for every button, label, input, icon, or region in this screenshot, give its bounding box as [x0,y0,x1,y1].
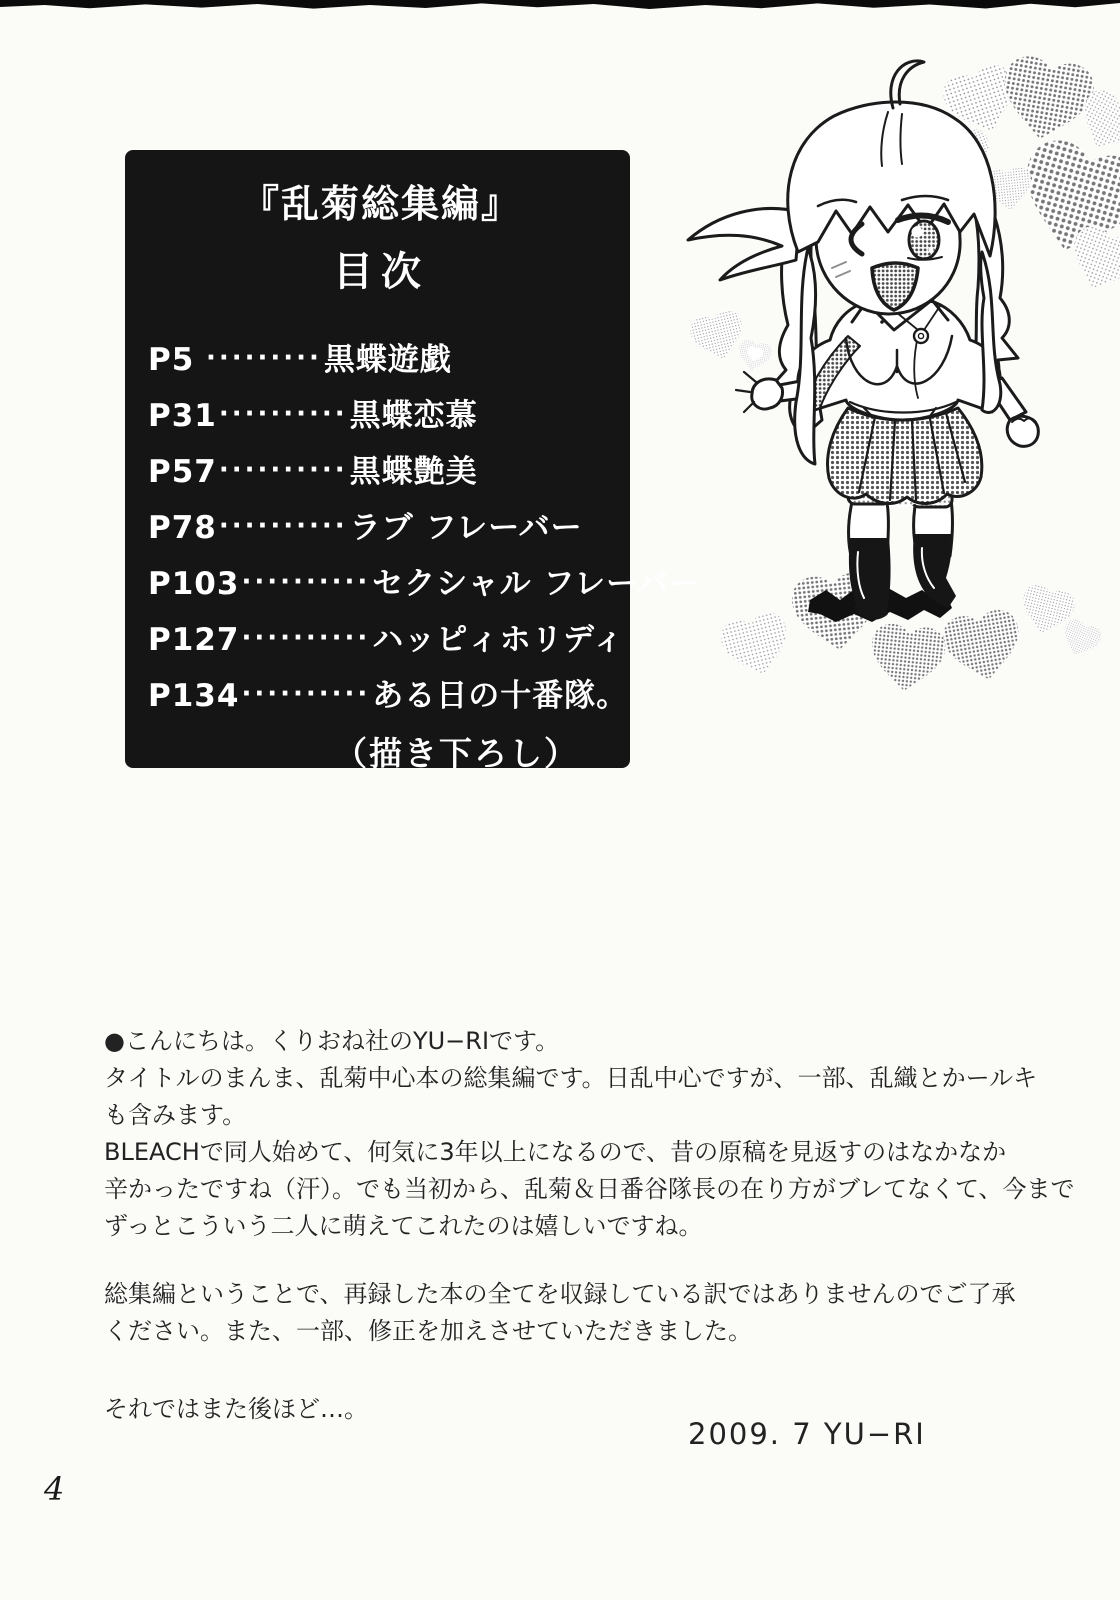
dot-leader: ·········· [218,399,348,429]
toc-entry-title: 黒蝶遊戯 [323,342,452,378]
afterword-line: ●こんにちは。くりおね社のYU−RIです。 [104,1027,560,1055]
toc-entry-title: ハッピィホリディ [372,622,625,658]
heart-icon [717,609,795,682]
afterword-line: ずっとこういう二人に萌えてこれたのは嬉しいですね。 [104,1212,703,1240]
toc-entry-page: P78 [148,510,217,546]
toc-entry-page: P127 [148,622,240,658]
toc-entry [148,566,701,604]
dot-leader: ········· [206,343,322,373]
toc-entry [148,454,614,492]
dot-leader: ·········· [241,623,371,653]
dot-leader: ·········· [241,679,371,709]
toc-heading: 目次 [333,249,429,295]
toc-entry-page: P103 [148,566,240,602]
toc-entry-title: ある日の十番隊。 [372,678,629,714]
chin-dot [880,320,884,324]
toc-entry-title: 黒蝶艶美 [349,454,478,490]
toc-entry-title: セクシャル フレーバー [372,566,701,602]
afterword-line: BLEACHで同人始めて、何気に3年以上になるので、昔の原稿を見返すのはなかなか [104,1138,1007,1166]
toc-entry-title: ラブ フレーバー [349,510,583,546]
dot-leader: ·········· [218,511,348,541]
dot-leader: ·········· [241,567,371,597]
paragraph-spacer [104,1350,1044,1391]
hearts-left [687,308,773,374]
eye-highlight-small [928,247,933,252]
page-number: 4 [44,1470,65,1508]
toc-entry-page: P5 [148,342,195,378]
afterword-line: 辛かったですね（汗）。でも当初から、乱菊＆日番谷隊長の在り方がブレてなくて、今まで [104,1175,1075,1203]
character-illustration [650,0,1120,720]
toc-entry [148,342,614,380]
toc-entry-page: P31 [148,398,217,434]
afterword-line: も含みます。 [104,1101,247,1129]
heart-icon [996,53,1098,147]
toc-series-title: 『乱菊総集編』 [240,182,521,226]
dot-leader: ·········· [218,455,348,485]
necklace-pendant [914,329,928,343]
toc-entry-title: 黒蝶恋慕 [349,398,478,434]
hearts-bottom [717,570,1104,694]
toc-entry [148,398,614,436]
afterword-line: タイトルのまんま、乱菊中心本の総集編です。日乱中心ですが、一部、乱織とかールキ [104,1064,1038,1092]
toc-entry-page: P134 [148,678,240,714]
toc-entries [148,342,701,716]
left-hand [752,379,783,409]
heart-icon [867,622,947,695]
signature-date: 2009. 7 YU−RI [688,1417,926,1451]
toc-entry [148,622,625,660]
heart-icon [1057,616,1104,661]
afterword-line: それではまた後ほど…。 [104,1395,368,1423]
heart-icon [940,607,1026,686]
eye-highlight [912,227,923,238]
heart-icon [687,308,748,365]
toc-entry-page: P57 [148,454,217,490]
afterword-text [104,1023,1075,1428]
toc-entry [148,510,614,548]
afterword-line: 総集編ということで、再録した本の全てを収録している訳ではありませんのでご了承 [104,1280,1016,1308]
toc-entry [148,678,629,716]
toc-panel [125,150,701,773]
paragraph-spacer [104,1245,1044,1276]
afterword-line: ください。また、一部、修正を加えさせていただきました。 [104,1317,752,1345]
open-eye-iris [909,221,939,259]
toc-entry-note: （描き下ろし） [334,734,579,773]
